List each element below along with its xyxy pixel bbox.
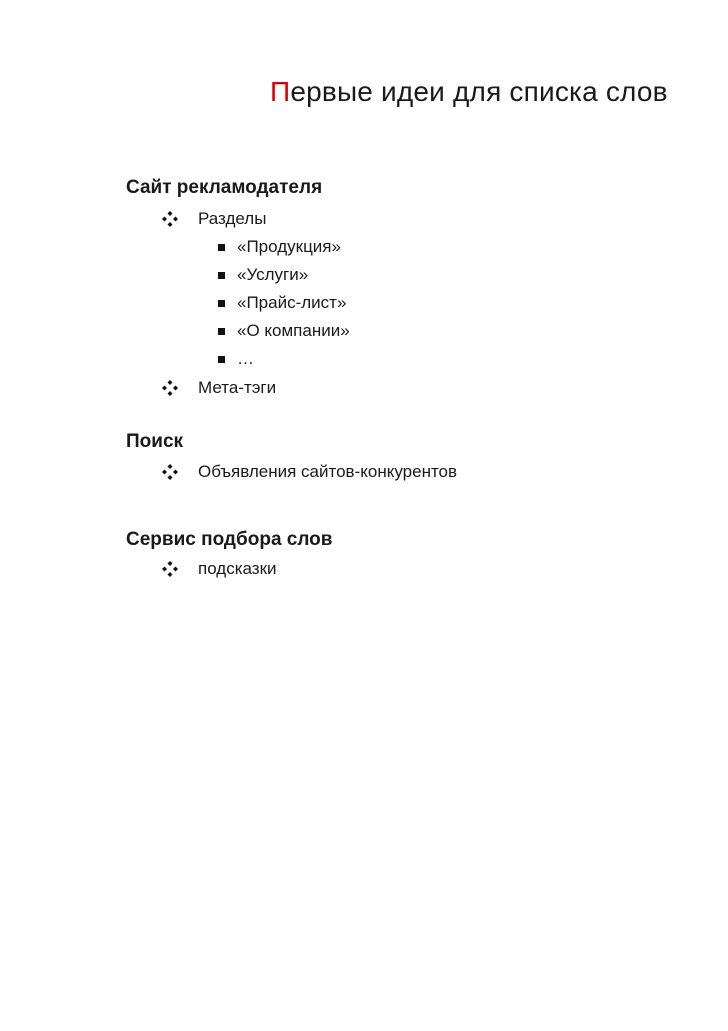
list-item-label: подсказки	[198, 559, 277, 578]
sub-item	[216, 236, 341, 258]
square-bullet-icon	[218, 244, 225, 251]
list-item-meta-tags	[162, 377, 276, 399]
square-bullet-icon	[218, 356, 225, 363]
section-heading-search: Поиск	[126, 431, 184, 452]
diamond-bullet-icon	[162, 561, 178, 577]
sub-item-label: «Услуги»	[237, 265, 309, 284]
square-bullet-icon	[218, 272, 225, 279]
diamond-bullet-icon	[162, 464, 178, 480]
sub-item-label: «Прайс-лист»	[237, 293, 347, 312]
square-bullet-icon	[218, 328, 225, 335]
sub-item	[216, 292, 346, 314]
list-item-label: Мета-тэги	[198, 378, 277, 397]
diamond-bullet-icon	[162, 211, 178, 227]
section-heading-advertiser-site: Сайт рекламодателя	[126, 177, 323, 198]
square-bullet-icon	[218, 300, 225, 307]
sub-item-label: …	[237, 349, 254, 368]
list-item-competitor-ads	[162, 461, 457, 483]
list-item-label: Объявления сайтов-конкурентов	[198, 462, 458, 481]
list-item-hints	[162, 558, 277, 580]
title-rest: ервые идеи для списка слов	[290, 76, 668, 107]
sub-item	[216, 264, 308, 286]
sub-item-label: «Продукция»	[237, 237, 341, 256]
title-first-letter: П	[270, 76, 291, 107]
sub-item-label: «О компании»	[237, 321, 350, 340]
diamond-bullet-icon	[162, 380, 178, 396]
section-heading-word-service: Сервис подбора слов	[126, 529, 333, 550]
sub-item	[216, 348, 254, 370]
sub-item	[216, 320, 350, 342]
list-item-label: Разделы	[198, 209, 267, 228]
page-title	[270, 75, 668, 109]
list-item-sections	[162, 208, 266, 230]
